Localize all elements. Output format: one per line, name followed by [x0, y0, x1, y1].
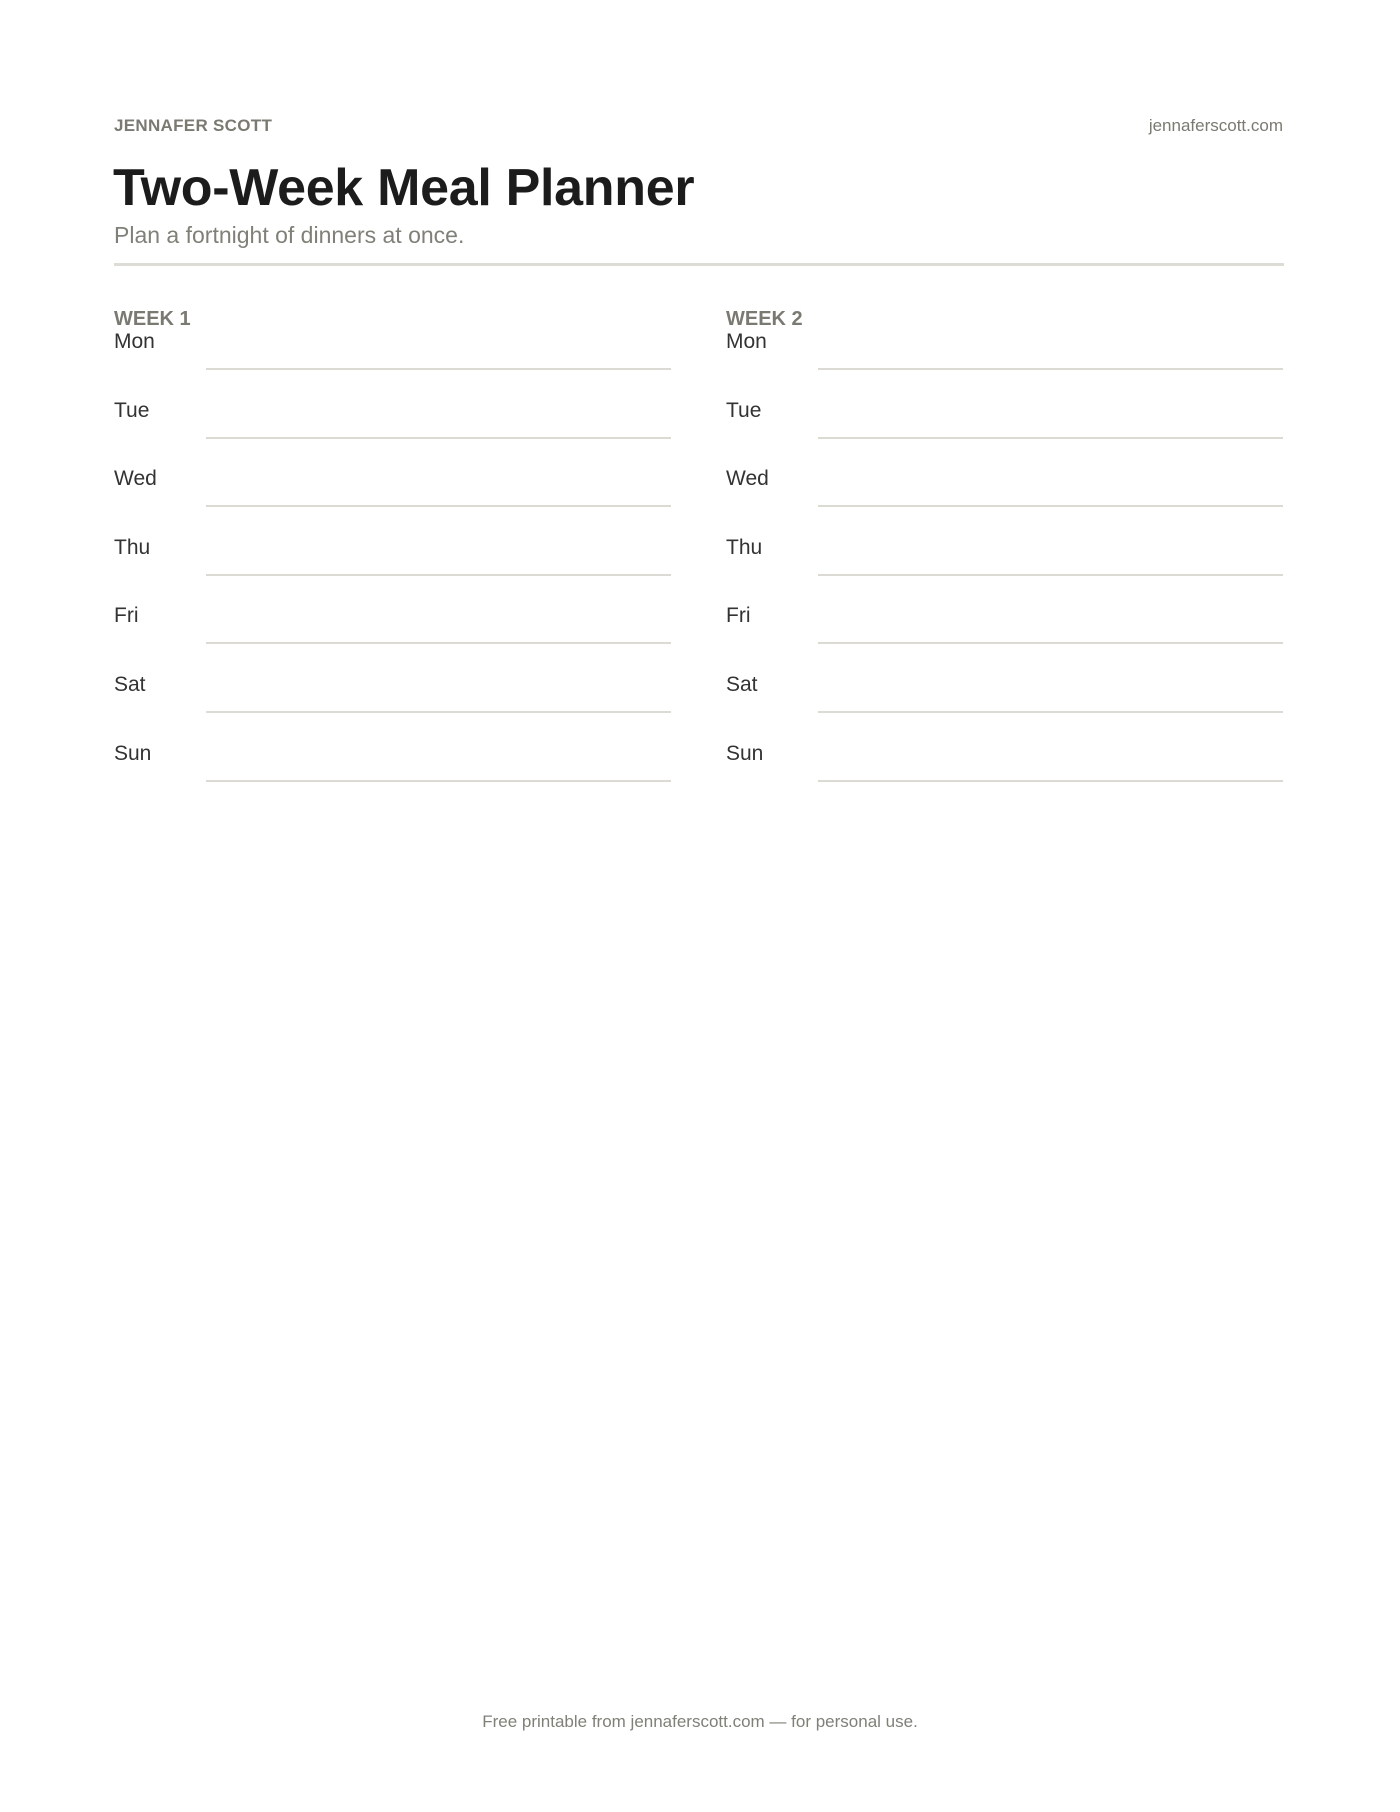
day-label: Mon	[726, 330, 767, 353]
meal-entry-line[interactable]	[206, 642, 671, 644]
day-label: Tue	[726, 398, 762, 422]
meal-entry-line[interactable]	[818, 780, 1283, 782]
day-row-tue	[726, 399, 1283, 468]
week-heading: WEEK 1	[114, 308, 191, 330]
meal-entry-line[interactable]	[818, 368, 1283, 370]
page-subtitle: Plan a fortnight of dinners at once.	[114, 222, 465, 248]
day-row-mon	[114, 330, 671, 399]
day-row-sun	[114, 742, 671, 811]
day-label: Mon	[114, 330, 155, 353]
day-row-mon	[726, 330, 1283, 399]
week-heading: WEEK 2	[726, 308, 803, 330]
week-1-section	[114, 308, 671, 810]
day-label: Wed	[726, 467, 769, 491]
day-row-thu	[114, 536, 671, 605]
day-row-wed	[114, 467, 671, 536]
day-row-thu	[726, 536, 1283, 605]
meal-entry-line[interactable]	[206, 711, 671, 713]
day-label: Thu	[114, 535, 151, 559]
meal-entry-line[interactable]	[206, 574, 671, 576]
day-label: Sat	[114, 672, 146, 696]
day-label: Tue	[114, 398, 150, 422]
meal-entry-line[interactable]	[818, 711, 1283, 713]
day-row-fri	[726, 604, 1283, 673]
day-row-wed	[726, 467, 1283, 536]
day-label: Thu	[726, 535, 763, 559]
header-divider	[114, 263, 1284, 266]
page-title: Two-Week Meal Planner	[113, 159, 695, 217]
day-label: Sat	[726, 672, 758, 696]
meal-entry-line[interactable]	[818, 505, 1283, 507]
day-label: Fri	[726, 604, 751, 628]
day-row-sat	[726, 673, 1283, 742]
site-url[interactable]: jennaferscott.com	[1148, 116, 1283, 135]
day-row-fri	[114, 604, 671, 673]
meal-entry-line[interactable]	[206, 505, 671, 507]
day-row-sun	[726, 742, 1283, 811]
day-label: Fri	[114, 604, 139, 628]
footer-note: Free printable from jennaferscott.com — for personal use.	[482, 1712, 918, 1731]
day-row-tue	[114, 399, 671, 468]
day-label: Sun	[726, 741, 764, 765]
meal-entry-line[interactable]	[818, 642, 1283, 644]
meal-entry-line[interactable]	[818, 437, 1283, 439]
day-label: Wed	[114, 467, 157, 491]
meal-entry-line[interactable]	[206, 780, 671, 782]
day-label: Sun	[114, 741, 152, 765]
brand-name: JENNAFER SCOTT	[114, 116, 273, 135]
week-2-section	[726, 308, 1283, 810]
day-row-sat	[114, 673, 671, 742]
meal-entry-line[interactable]	[818, 574, 1283, 576]
meal-entry-line[interactable]	[206, 368, 671, 370]
meal-entry-line[interactable]	[206, 437, 671, 439]
